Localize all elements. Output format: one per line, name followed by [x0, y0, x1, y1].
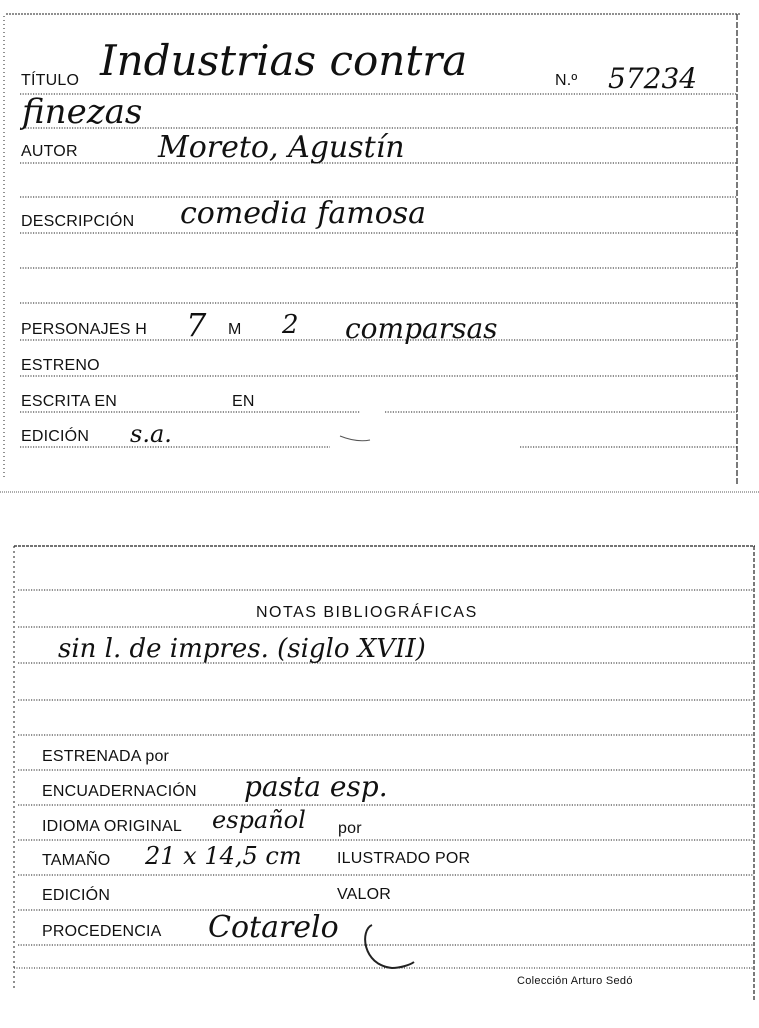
label-escrita-en: ESCRITA EN [21, 393, 117, 410]
value-titulo-line2: finezas [22, 92, 143, 132]
label-titulo: TÍTULO [21, 72, 80, 89]
value-comparsas: comparsas [345, 312, 498, 345]
label-idioma: IDIOMA ORIGINAL [42, 818, 182, 835]
label-edicion-2: EDICIÓN [42, 887, 111, 904]
label-estrenada: ESTRENADA por [42, 748, 170, 765]
label-valor: VALOR [337, 886, 392, 903]
value-personajes-h: 7 [186, 306, 207, 344]
value-personajes-m: 2 [282, 310, 299, 340]
value-notas: sin l. de impres. (siglo XVII) [58, 634, 426, 664]
label-estreno: ESTRENO [21, 357, 100, 374]
heading-notas: NOTAS BIBLIOGRÁFICAS [256, 604, 478, 621]
label-en: EN [232, 393, 255, 410]
value-autor: Moreto, Agustín [158, 130, 405, 165]
value-idioma: español [212, 806, 306, 834]
value-tamano: 21 x 14,5 cm [145, 842, 302, 870]
value-edicion: s.a. [130, 420, 172, 448]
value-titulo-line1: Industrias contra [100, 36, 468, 85]
label-descripcion: DESCRIPCIÓN [21, 213, 135, 230]
value-numero: 57234 [608, 62, 698, 95]
value-descripcion: comedia famosa [180, 196, 427, 231]
label-por: por [338, 820, 362, 837]
label-autor: AUTOR [21, 143, 78, 160]
label-tamano: TAMAÑO [42, 852, 111, 869]
label-m: M [228, 321, 242, 338]
label-personajes: PERSONAJES H [21, 321, 147, 338]
label-edicion: EDICIÓN [21, 428, 90, 445]
value-procedencia: Cotarelo [208, 910, 339, 945]
label-ilustrado: ILUSTRADO POR [337, 850, 471, 867]
label-numero: N.º [555, 72, 578, 89]
value-encuadernacion: pasta esp. [244, 770, 388, 803]
label-procedencia: PROCEDENCIA [42, 923, 162, 940]
label-encuadernacion: ENCUADERNACIÓN [42, 783, 197, 800]
footer-coleccion: Colección Arturo Sedó [517, 975, 633, 987]
